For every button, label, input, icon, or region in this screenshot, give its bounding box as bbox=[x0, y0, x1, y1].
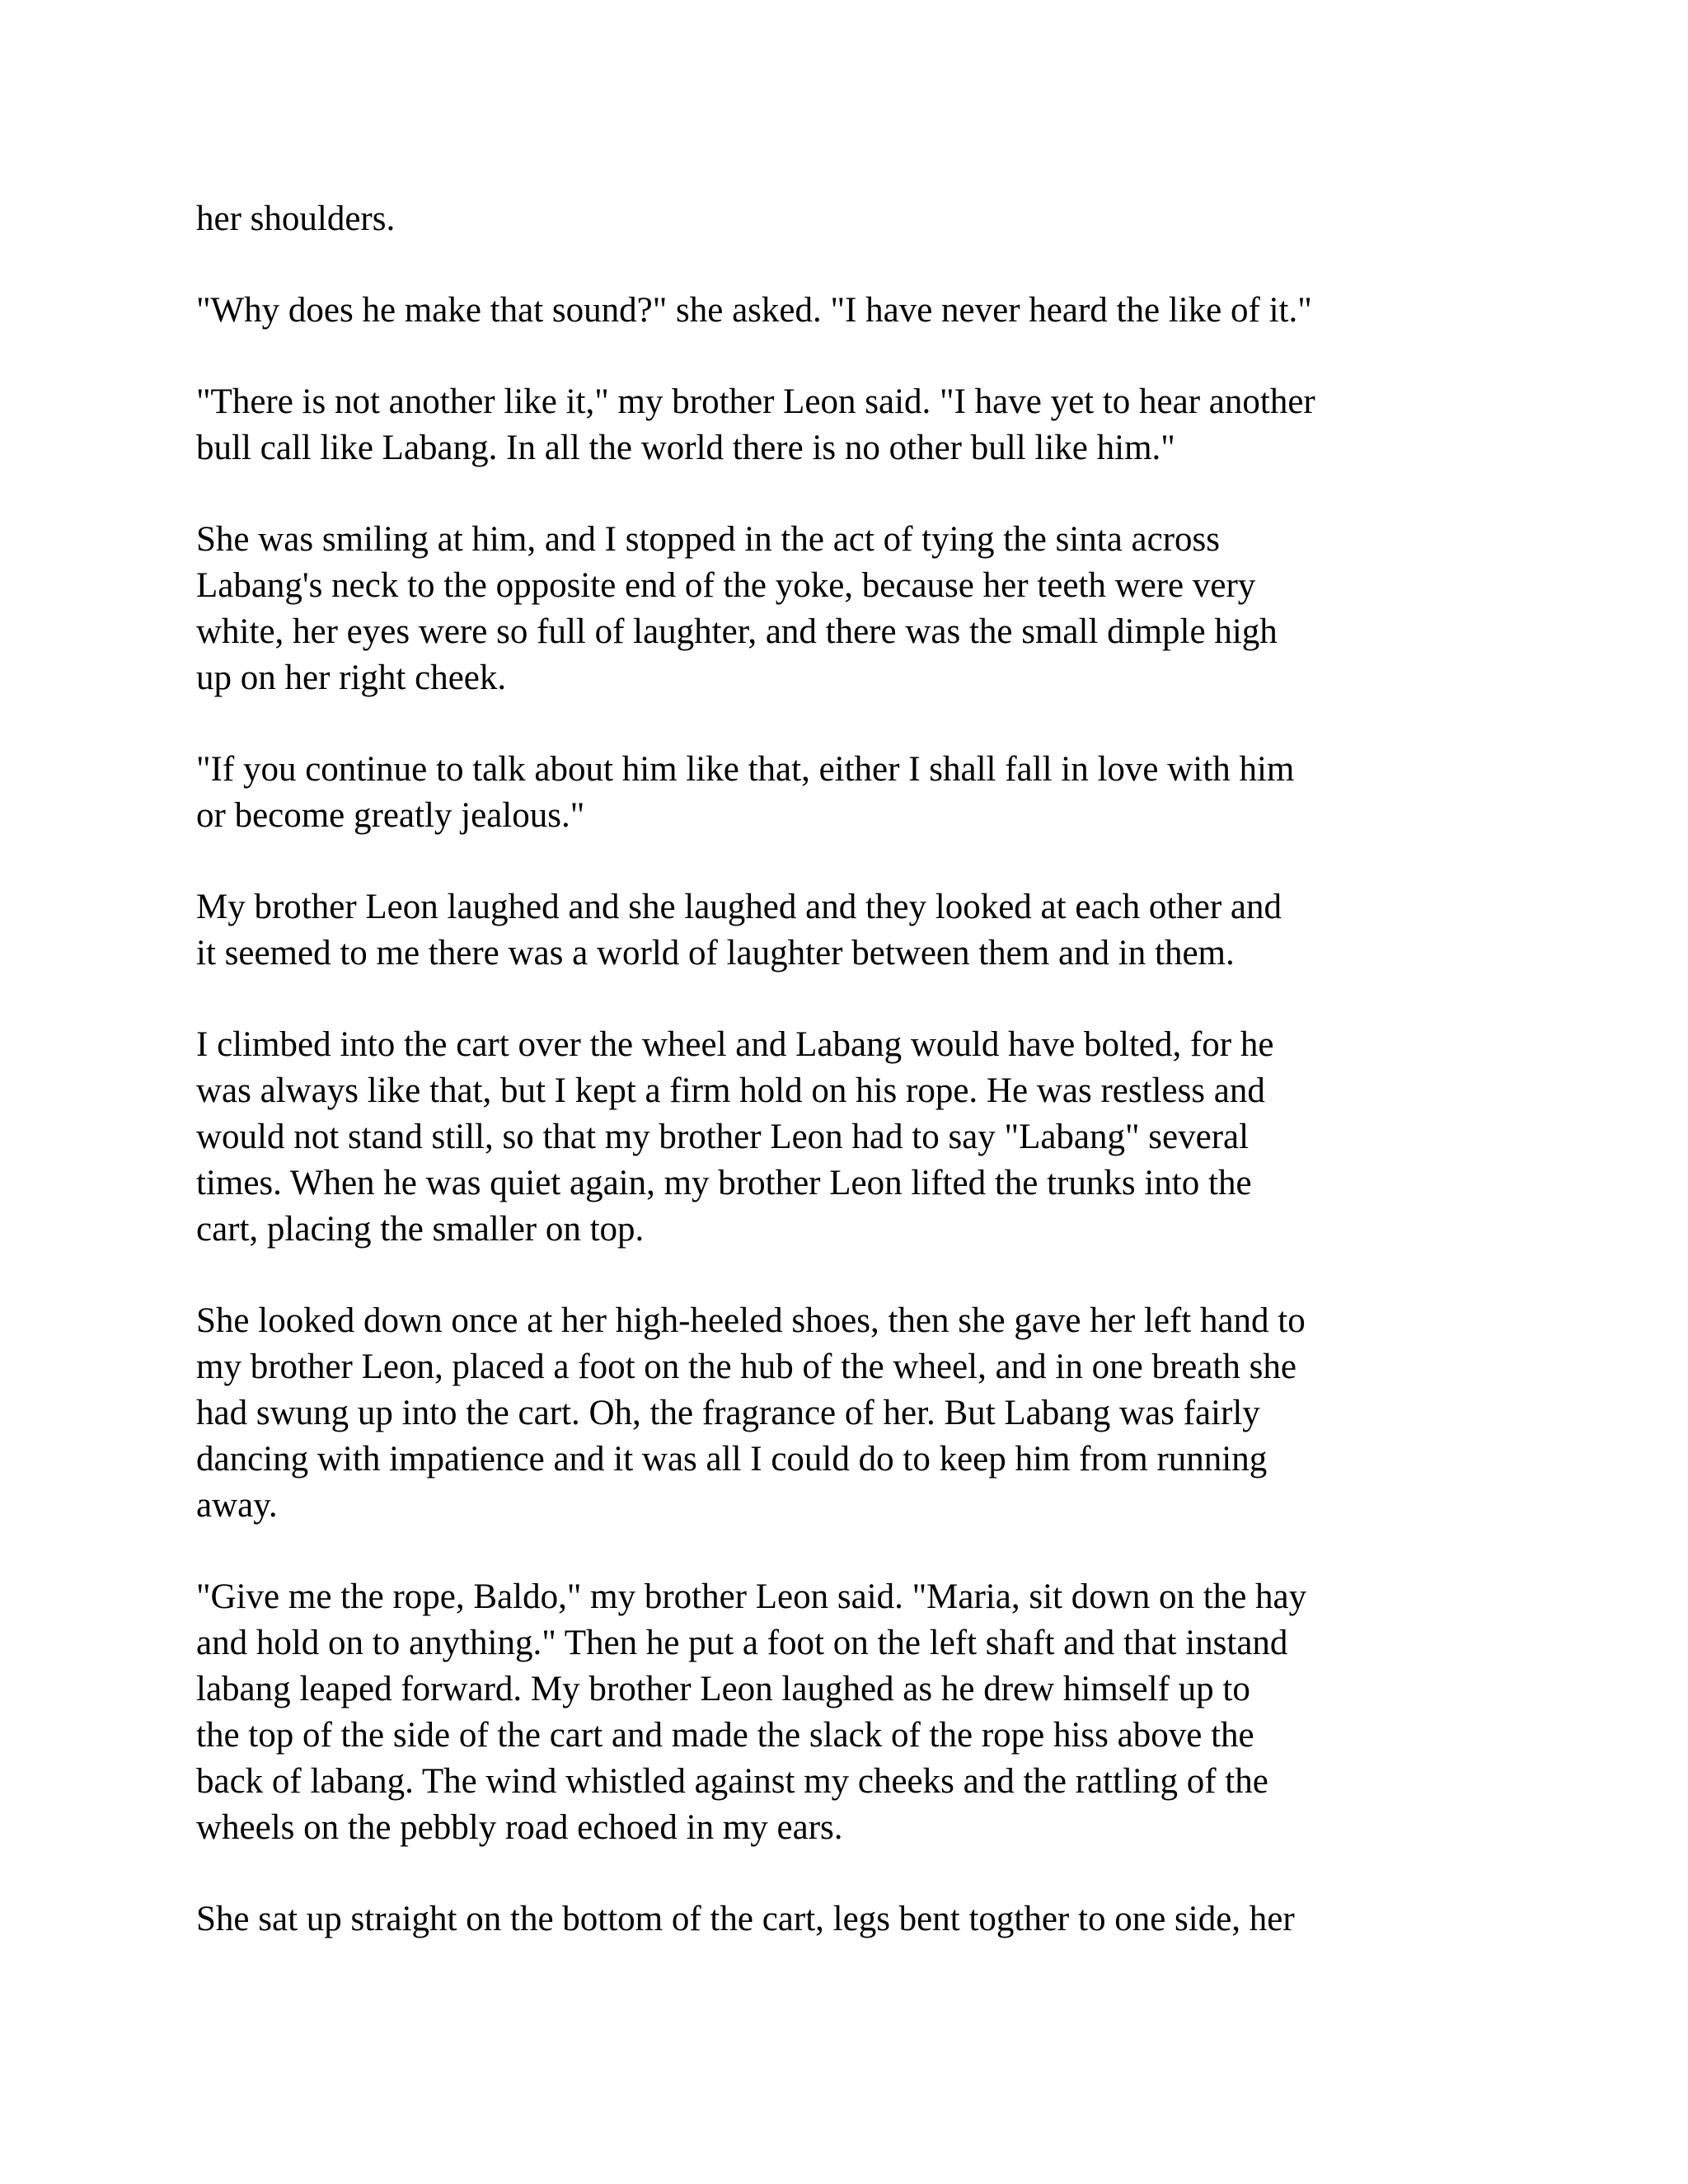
text-line: "Give me the rope, Baldo," my brother Leon said. "Maria, sit down on the hay bbox=[196, 1577, 1307, 1616]
paragraph-2 bbox=[196, 288, 1498, 334]
text-line: and hold on to anything." Then he put a foot on the left shaft and that instand bbox=[196, 1624, 1288, 1662]
paragraph-9 bbox=[196, 1574, 1498, 1851]
text-line: labang leaped forward. My brother Leon laughed as he drew himself up to bbox=[196, 1670, 1250, 1708]
paragraph-8 bbox=[196, 1298, 1498, 1529]
text-line: Labang's neck to the opposite end of the yoke, because her teeth were very bbox=[196, 566, 1256, 605]
text-line: was always like that, but I kept a firm hold on his rope. He was restless and bbox=[196, 1071, 1265, 1110]
paragraph-5 bbox=[196, 747, 1498, 839]
text-line: times. When he was quiet again, my brother Leon lifted the trunks into the bbox=[196, 1164, 1252, 1202]
paragraph-6 bbox=[196, 884, 1498, 977]
text-line: She was smiling at him, and I stopped in the act of tying the sinta across bbox=[196, 520, 1221, 559]
text-line: I climbed into the cart over the wheel and Labang would have bolted, for he bbox=[196, 1025, 1274, 1064]
paragraph-10 bbox=[196, 1896, 1498, 1943]
text-line: My brother Leon laughed and she laughed and they looked at each other and bbox=[196, 888, 1282, 926]
body-text bbox=[196, 196, 1498, 1988]
text-line: had swung up into the cart. Oh, the fragrance of her. But Labang was fairly bbox=[196, 1394, 1260, 1432]
text-line: "If you continue to talk about him like that, either I shall fall in love with him bbox=[196, 750, 1295, 789]
text-line: "There is not another like it," my brother Leon said. "I have yet to hear another bbox=[196, 382, 1315, 421]
text-line: up on her right cheek. bbox=[196, 658, 507, 697]
paragraph-1 bbox=[196, 196, 1498, 242]
text-line: my brother Leon, placed a foot on the hub of the wheel, and in one breath she bbox=[196, 1347, 1296, 1386]
text-line: cart, placing the smaller on top. bbox=[196, 1210, 645, 1249]
text-line: She sat up straight on the bottom of the cart, legs bent togther to one side, her bbox=[196, 1900, 1295, 1938]
text-line: bull call like Labang. In all the world there is no other bull like him." bbox=[196, 429, 1175, 467]
paragraph-3 bbox=[196, 379, 1498, 471]
text-line: it seemed to me there was a world of laughter between them and in them. bbox=[196, 934, 1235, 972]
text-line: "Why does he make that sound?" she asked. "I have never heard the like of it." bbox=[196, 291, 1312, 330]
text-line: her shoulders. bbox=[196, 199, 396, 238]
text-line: would not stand still, so that my brother Leon had to say "Labang" several bbox=[196, 1118, 1250, 1156]
text-line: or become greatly jealous." bbox=[196, 796, 585, 835]
text-line: white, her eyes were so full of laughter, and there was the small dimple high bbox=[196, 612, 1278, 651]
text-line: away. bbox=[196, 1486, 278, 1525]
text-line: dancing with impatience and it was all I could do to keep him from running bbox=[196, 1440, 1268, 1479]
text-line: She looked down once at her high-heeled shoes, then she gave her left hand to bbox=[196, 1301, 1306, 1340]
paragraph-4 bbox=[196, 517, 1498, 701]
paragraph-7 bbox=[196, 1022, 1498, 1253]
text-line: wheels on the pebbly road echoed in my ears. bbox=[196, 1808, 843, 1847]
text-line: the top of the side of the cart and made the slack of the rope hiss above the bbox=[196, 1716, 1254, 1755]
text-line: back of labang. The wind whistled against my cheeks and the rattling of the bbox=[196, 1762, 1268, 1801]
